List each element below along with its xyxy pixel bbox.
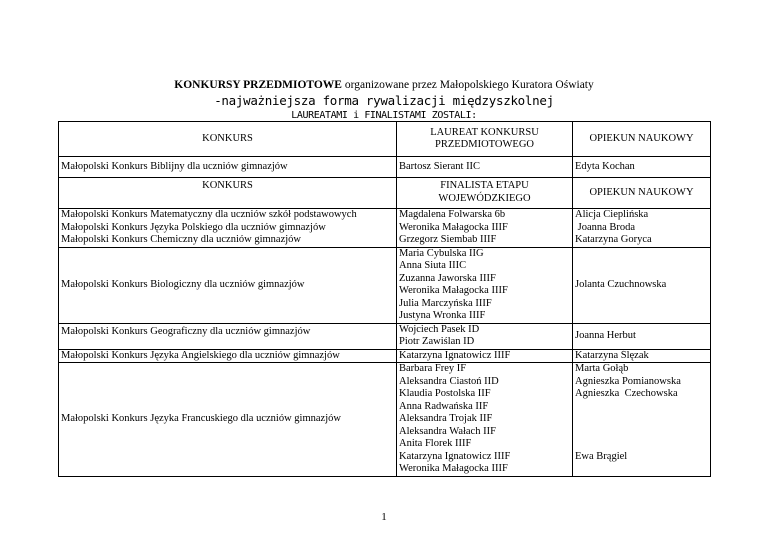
table-row-english	[59, 349, 711, 363]
finalist-name: Weronika Małagocka IIIF	[399, 463, 508, 474]
header-finalist-line1: FINALISTA ETAPU	[440, 180, 529, 191]
tutor-name: Marta Gołąb	[575, 363, 629, 374]
finalist-name: Klaudia Postolska IIF	[399, 388, 491, 399]
contest-line: Małopolski Konkurs Matematyczny dla uczniów szkół podstawowych	[61, 209, 357, 220]
finalist-name: Wojciech Pasek ID	[399, 323, 480, 335]
tutor-cell: Edyta Kochan	[573, 157, 711, 178]
header-finalist	[397, 178, 573, 209]
table-row-geography	[59, 323, 711, 349]
finalist-name: Katarzyna Ignatowicz IIIF	[399, 450, 511, 462]
title-organization: Małopolskiego Kuratora Oświaty	[439, 79, 594, 91]
finalist-name: Aleksandra Trojak IIF	[399, 413, 493, 424]
contest-line: Małopolski Konkurs Języka Polskiego dla uczniów gimnazjów	[61, 221, 326, 233]
finalist-name: Anna Siuta IIIC	[399, 260, 467, 271]
header-contest: KONKURS	[59, 178, 397, 209]
finalist-cell	[397, 363, 573, 477]
finalist-cell	[397, 323, 573, 349]
document-subtitle: -najważniejsza forma rywalizacji międzyszkolnej	[214, 93, 554, 108]
tutor-cell: Katarzyna Ślęzak	[573, 349, 711, 363]
finalist-name: Julia Marczyńska IIIF	[399, 297, 492, 309]
tutor-name: Agnieszka Czechowska	[575, 388, 678, 399]
finalist-name: Zuzanna Jaworska IIIF	[399, 272, 496, 284]
contest-cell: Małopolski Konkurs Języka Angielskiego dla uczniów gimnazjów	[59, 349, 397, 363]
tutor-name: Joanna Broda	[575, 221, 636, 233]
contest-cell: Małopolski Konkurs Geograficzny dla uczniów gimnazjów	[59, 323, 397, 349]
header-laureate-line1: LAUREAT KONKURSU	[430, 126, 539, 138]
laureates-header-row	[59, 122, 711, 157]
finalist-name: Weronika Małagocka IIIF	[399, 221, 508, 233]
title-bold: KONKURSY PRZEDMIOTOWE	[174, 79, 342, 91]
tutor-cell	[573, 363, 711, 477]
header-tutor: OPIEKUN NAUKOWY	[573, 122, 711, 157]
header-tutor: OPIEKUN NAUKOWY	[573, 178, 711, 209]
tutor-name: Agnieszka Pomianowska	[575, 375, 681, 387]
finalist-name: Maria Cybulska IIG	[399, 247, 484, 259]
finalist-name: Aleksandra Wałach IIF	[399, 425, 496, 437]
finalist-name: Piotr Zawiślan ID	[399, 336, 475, 347]
contest-cell: Małopolski Konkurs Języka Francuskiego dla uczniów gimnazjów	[59, 363, 397, 477]
title-middle: organizowane przez	[341, 79, 440, 91]
page-number: 1	[381, 511, 387, 523]
table-row-group-1	[59, 209, 711, 248]
tutor-name: Katarzyna Goryca	[575, 234, 652, 245]
contest-cell: Małopolski Konkurs Biblijny dla uczniów gimnazjów	[59, 157, 397, 178]
laureates-table	[58, 121, 711, 178]
finalist-name: Magdalena Folwarska 6b	[399, 209, 506, 220]
contest-cell: Małopolski Konkurs Biologiczny dla uczniów gimnazjów	[59, 247, 397, 323]
finalist-cell	[397, 247, 573, 323]
tutor-spacer	[575, 401, 708, 451]
table-row-french	[59, 363, 711, 477]
header-laureate	[397, 122, 573, 157]
laureate-cell: Bartosz Sierant IIC	[397, 157, 573, 178]
tutor-name: Ewa Brągiel	[575, 450, 628, 462]
finalist-name: Grzegorz Siembab IIIF	[399, 234, 497, 245]
header-contest: KONKURS	[59, 122, 397, 157]
table-row-biology	[59, 247, 711, 323]
finalists-table	[58, 177, 711, 477]
tutor-cell: Jolanta Czuchnowska	[573, 247, 711, 323]
laureates-intro: LAUREATAMI i FINALISTAMI ZOSTALI:	[291, 110, 477, 121]
contest-cell	[59, 209, 397, 248]
finalist-cell	[397, 209, 573, 248]
header-finalist-line2: WOJEWÓDZKIEGO	[438, 192, 531, 204]
finalist-name: Anna Radwańska IIF	[399, 400, 489, 412]
finalist-cell: Katarzyna Ignatowicz IIIF	[397, 349, 573, 363]
header-laureate-line2: PRZEDMIOTOWEGO	[435, 139, 534, 150]
finalist-name: Anita Florek IIIF	[399, 438, 472, 449]
document-title	[0, 79, 768, 91]
finalist-name: Barbara Frey IF	[399, 363, 467, 374]
finalist-name: Justyna Wronka IIIF	[399, 310, 486, 321]
tutor-cell: Joanna Herbut	[573, 323, 711, 349]
finalist-name: Weronika Małagocka IIIF	[399, 285, 508, 296]
finalist-name: Aleksandra Ciastoń IID	[399, 375, 499, 387]
tutor-cell	[573, 209, 711, 248]
finalists-header-row	[59, 178, 711, 209]
tutor-name: Alicja Cieplińska	[575, 209, 649, 220]
table-row	[59, 157, 711, 178]
contest-line: Małopolski Konkurs Chemiczny dla uczniów gimnazjów	[61, 234, 301, 245]
